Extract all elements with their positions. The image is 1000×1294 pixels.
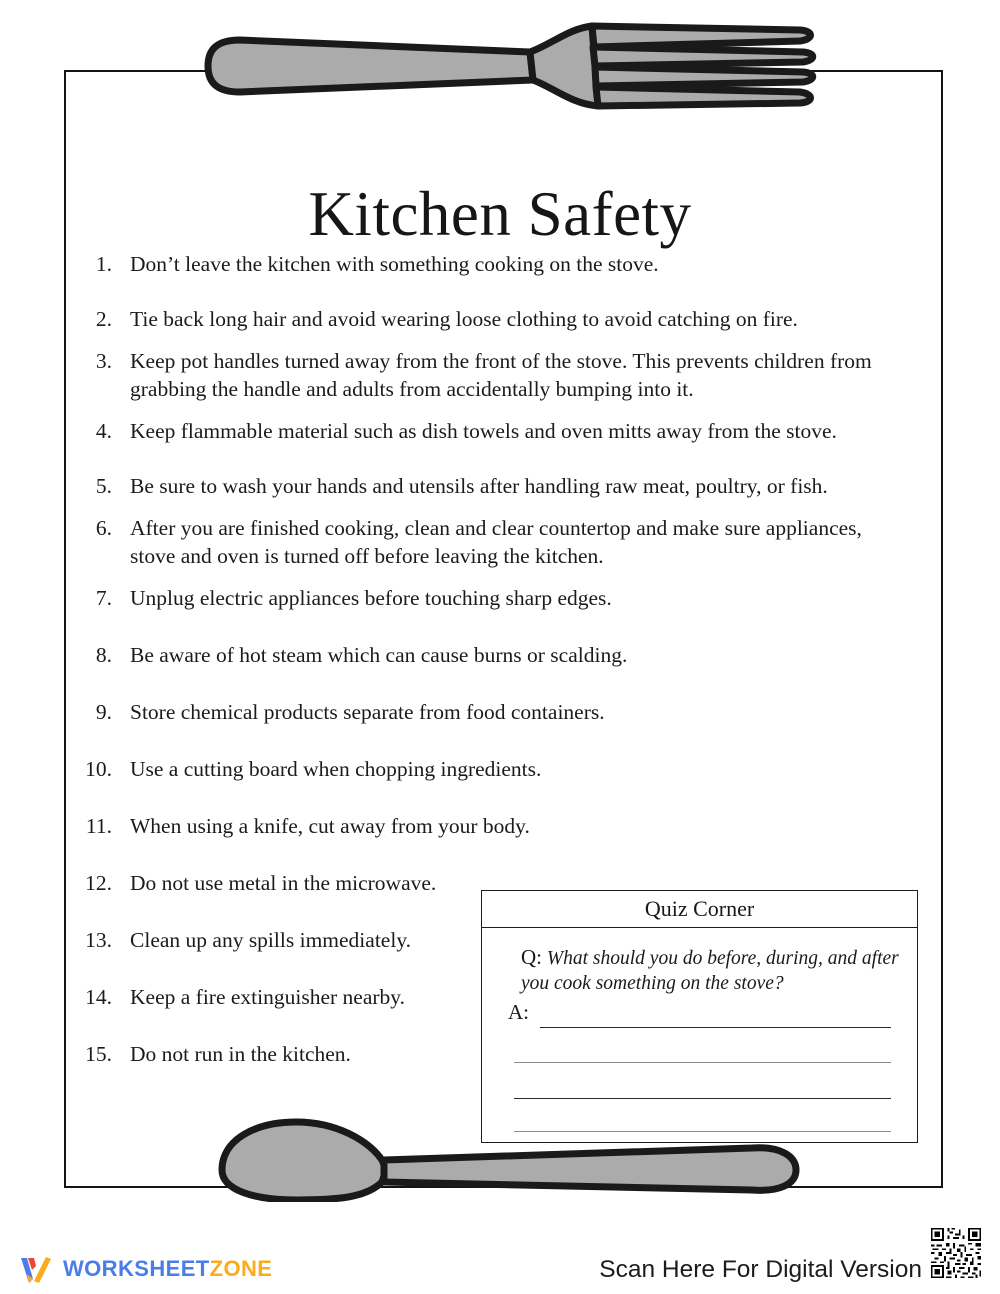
fork-icon	[200, 14, 820, 124]
quiz-question-marker: Q:	[521, 945, 542, 969]
list-item	[84, 514, 904, 570]
logo-w-icon	[18, 1252, 52, 1286]
list-item	[84, 347, 904, 403]
list-item-text: Store chemical products separate from food containers.	[130, 700, 605, 724]
answer-write-line[interactable]	[514, 1062, 891, 1063]
logo-word-zone: ZONE	[209, 1256, 273, 1281]
list-item-text: Tie back long hair and avoid wearing loose clothing to avoid catching on fire.	[130, 307, 798, 331]
list-item-text: When using a knife, cut away from your body.	[130, 814, 530, 838]
list-item-number: 3.	[95, 349, 112, 373]
answer-write-line[interactable]	[514, 1098, 891, 1099]
list-item-number: 4.	[95, 419, 112, 443]
list-item-text: Use a cutting board when chopping ingredients.	[130, 757, 542, 781]
list-item-text: After you are finished cooking, clean and clear countertop and make sure appliances, stove and oven is turned off before leaving the kitchen.	[130, 516, 862, 568]
quiz-question-text: What should you do before, during, and after you cook something on the stove?	[521, 948, 899, 994]
worksheetzone-logo[interactable]	[18, 1252, 272, 1286]
list-item-number: 1.	[95, 252, 112, 276]
list-item-text: Be sure to wash your hands and utensils after handling raw meat, poultry, or fish.	[130, 474, 828, 498]
list-item-number: 8.	[95, 643, 112, 667]
list-item	[84, 812, 904, 840]
list-item	[84, 305, 904, 333]
quiz-corner-box	[481, 890, 918, 1143]
quiz-corner-heading: Quiz Corner	[482, 891, 917, 928]
quiz-corner-body	[482, 928, 917, 1143]
list-item	[84, 641, 904, 669]
list-item-number: 12.	[85, 871, 112, 895]
list-item-number: 2.	[95, 307, 112, 331]
list-item-text: Do not run in the kitchen.	[130, 1042, 351, 1066]
page-title: Kitchen Safety	[308, 179, 692, 250]
list-item-number: 10.	[85, 757, 112, 781]
list-item-text: Clean up any spills immediately.	[130, 928, 412, 952]
logo-word-worksheet: WORKSHEET	[63, 1256, 210, 1281]
list-item-text: Be aware of hot steam which can cause burns or scalding.	[130, 643, 628, 667]
quiz-question	[521, 945, 903, 996]
answer-write-line[interactable]	[514, 1131, 891, 1132]
list-item-text: Keep a fire extinguisher nearby.	[130, 985, 405, 1009]
logo-wordmark	[63, 1256, 272, 1282]
list-item-number: 11.	[85, 814, 112, 838]
scan-prompt-text: Scan Here For Digital Version	[599, 1256, 922, 1283]
list-item-number: 7.	[95, 586, 112, 610]
list-item-number: 13.	[85, 928, 112, 952]
quiz-answer-label: A:	[508, 1000, 529, 1024]
list-item-number: 6.	[95, 516, 112, 540]
list-item	[84, 250, 904, 278]
list-item-number: 14.	[85, 985, 112, 1009]
list-item-text: Keep pot handles turned away from the front of the stove. This prevents children from grabbing the handle and adults from accidentally bumping into it.	[130, 349, 872, 401]
list-item-text: Unplug electric appliances before touching sharp edges.	[130, 586, 612, 610]
list-item-text: Keep flammable material such as dish towels and oven mitts away from the stove.	[130, 419, 837, 443]
list-item-number: 15.	[85, 1042, 112, 1066]
answer-write-line[interactable]	[540, 1027, 891, 1028]
list-item	[84, 755, 904, 783]
list-item-text: Don’t leave the kitchen with something cooking on the stove.	[130, 252, 659, 276]
list-item-number: 5.	[95, 474, 112, 498]
list-item	[84, 698, 904, 726]
list-item	[84, 472, 904, 500]
list-item-number: 9.	[95, 700, 112, 724]
qr-code-icon[interactable]	[929, 1226, 983, 1280]
list-item	[84, 584, 904, 612]
list-item	[84, 417, 904, 445]
list-item-text: Do not use metal in the microwave.	[130, 871, 437, 895]
